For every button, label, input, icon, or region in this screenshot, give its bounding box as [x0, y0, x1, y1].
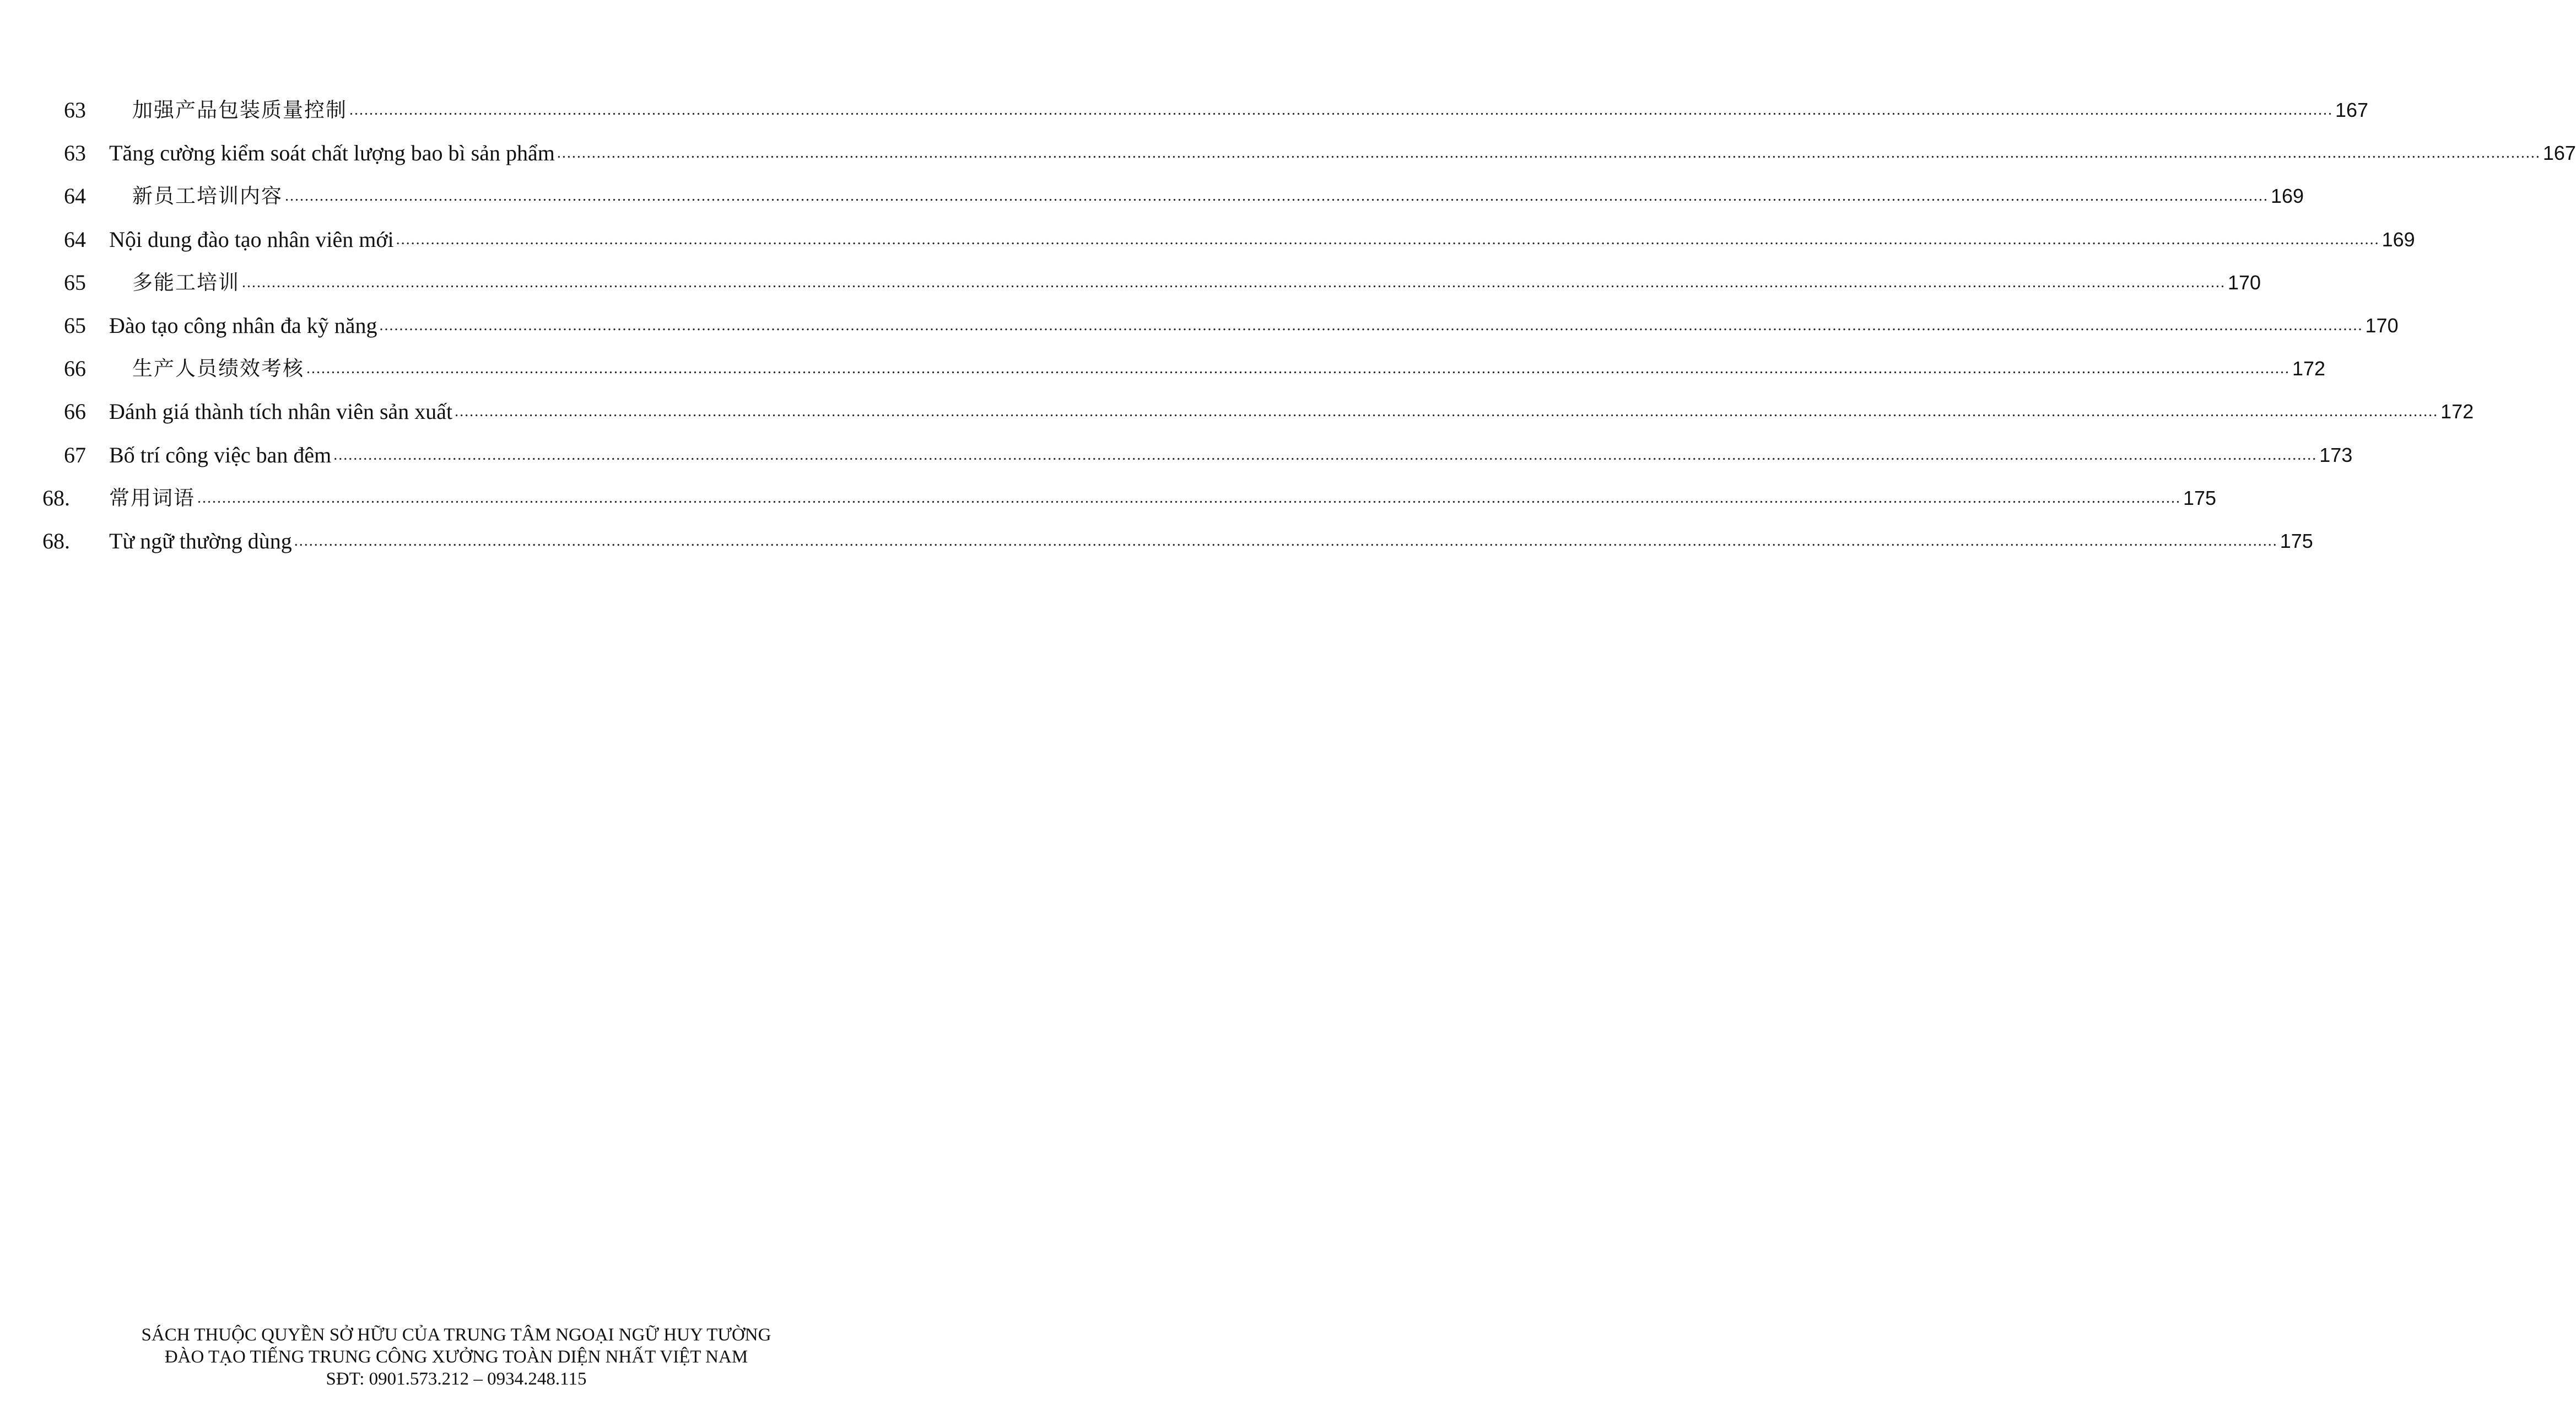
- table-of-contents: [0, 93, 2576, 567]
- toc-entry-page-number: 170: [2228, 271, 2261, 294]
- toc-entry-page-number: 167: [2542, 142, 2576, 165]
- toc-entry-title: 常用词语: [109, 486, 195, 510]
- toc-entry-title: Tăng cường kiểm soát chất lượng bao bì sản phẩm: [109, 141, 555, 166]
- toc-entry-number: 68.: [42, 485, 70, 510]
- toc-entry-line: [109, 227, 2415, 253]
- toc-entry-line: [109, 528, 2313, 554]
- toc-entry[interactable]: [0, 93, 2369, 136]
- toc-entry-title: Nội dung đào tạo nhân viên mới: [109, 227, 394, 252]
- toc-entry-title: 生产人员绩效考核: [132, 357, 304, 381]
- toc-entry[interactable]: [0, 351, 2326, 394]
- toc-entry[interactable]: [0, 179, 2304, 222]
- toc-entry-number: 65: [64, 270, 86, 295]
- dot-leader: ................................................................................................................................................................................................................................................................................................................................................................................................................: [285, 187, 2269, 205]
- toc-entry[interactable]: [0, 265, 2261, 308]
- dot-leader: ................................................................................................................................................................................................................................................................................................................................................................................................................: [333, 446, 2318, 464]
- toc-entry-number: 67: [64, 442, 86, 467]
- toc-entry-line: [132, 356, 2326, 382]
- toc-entry-title: 新员工培训内容: [132, 184, 283, 208]
- toc-entry-number: 64: [64, 184, 86, 209]
- dot-leader: ................................................................................................................................................................................................................................................................................................................................................................................................................: [379, 316, 2363, 334]
- dot-leader: ................................................................................................................................................................................................................................................................................................................................................................................................................: [557, 144, 2541, 162]
- dot-leader: ................................................................................................................................................................................................................................................................................................................................................................................................................: [294, 532, 2278, 550]
- toc-entry-page-number: 169: [2381, 228, 2415, 251]
- toc-entry[interactable]: [0, 394, 2474, 437]
- toc-entry-line: [132, 270, 2261, 296]
- toc-entry-line: [109, 313, 2399, 339]
- toc-entry-number: 68.: [42, 528, 70, 553]
- toc-entry-line: [109, 398, 2474, 425]
- dot-leader: ................................................................................................................................................................................................................................................................................................................................................................................................................: [455, 403, 2439, 421]
- toc-entry-page-number: 172: [2440, 400, 2474, 423]
- toc-entry-number: 63: [64, 98, 86, 122]
- footer-phone: SĐT: 0901.573.212 – 0934.248.115: [326, 1369, 587, 1389]
- dot-leader: ................................................................................................................................................................................................................................................................................................................................................................................................................: [396, 230, 2380, 248]
- toc-entry-title: 多能工培训: [132, 270, 240, 294]
- toc-entry-line: [109, 140, 2576, 166]
- toc-entry-title: Đánh giá thành tích nhân viên sản xuất: [109, 399, 453, 424]
- toc-entry-line: [109, 485, 2217, 511]
- toc-entry-number: 64: [64, 227, 86, 252]
- dot-leader: ................................................................................................................................................................................................................................................................................................................................................................................................................: [242, 273, 2226, 291]
- toc-entry-page-number: 167: [2335, 99, 2369, 121]
- dot-leader: ................................................................................................................................................................................................................................................................................................................................................................................................................: [349, 101, 2333, 119]
- toc-entry-title: 加强产品包装质量控制: [132, 98, 347, 122]
- toc-entry-line: [132, 183, 2304, 209]
- toc-entry-line: [132, 97, 2369, 123]
- toc-entry-number: 66: [64, 356, 86, 381]
- page-footer: [0, 1324, 912, 1390]
- toc-entry[interactable]: [0, 481, 2217, 524]
- toc-entry-page-number: 172: [2292, 357, 2326, 380]
- toc-entry-number: 65: [64, 313, 86, 338]
- dot-leader: ................................................................................................................................................................................................................................................................................................................................................................................................................: [197, 489, 2181, 507]
- toc-entry[interactable]: [0, 524, 2313, 567]
- toc-entry-page-number: 170: [2365, 314, 2399, 337]
- footer-ownership-line: SÁCH THUỘC QUYỀN SỞ HỮU CỦA TRUNG TÂM NGOẠI NGỮ HUY TƯỜNG: [141, 1325, 771, 1345]
- toc-entry[interactable]: [0, 438, 2353, 481]
- toc-entry-number: 66: [64, 399, 86, 424]
- toc-entry-title: Đào tạo công nhân đa kỹ năng: [109, 313, 377, 338]
- toc-entry-page-number: 173: [2319, 443, 2353, 466]
- toc-entry-title: Bố trí công việc ban đêm: [109, 442, 332, 467]
- toc-entry-page-number: 175: [2280, 529, 2313, 552]
- toc-entry[interactable]: [0, 308, 2399, 351]
- toc-entry-title: Từ ngữ thường dùng: [109, 528, 292, 553]
- toc-entry-page-number: 169: [2271, 185, 2304, 208]
- toc-entry[interactable]: [0, 222, 2415, 265]
- toc-entry-number: 63: [64, 141, 86, 166]
- toc-entry[interactable]: [0, 136, 2576, 179]
- toc-entry-page-number: 175: [2183, 486, 2217, 509]
- toc-entry-line: [109, 442, 2353, 468]
- footer-tagline: ĐÀO TẠO TIẾNG TRUNG CÔNG XƯỞNG TOÀN DIỆN NHẤT VIỆT NAM: [164, 1347, 748, 1367]
- dot-leader: ................................................................................................................................................................................................................................................................................................................................................................................................................: [306, 360, 2290, 378]
